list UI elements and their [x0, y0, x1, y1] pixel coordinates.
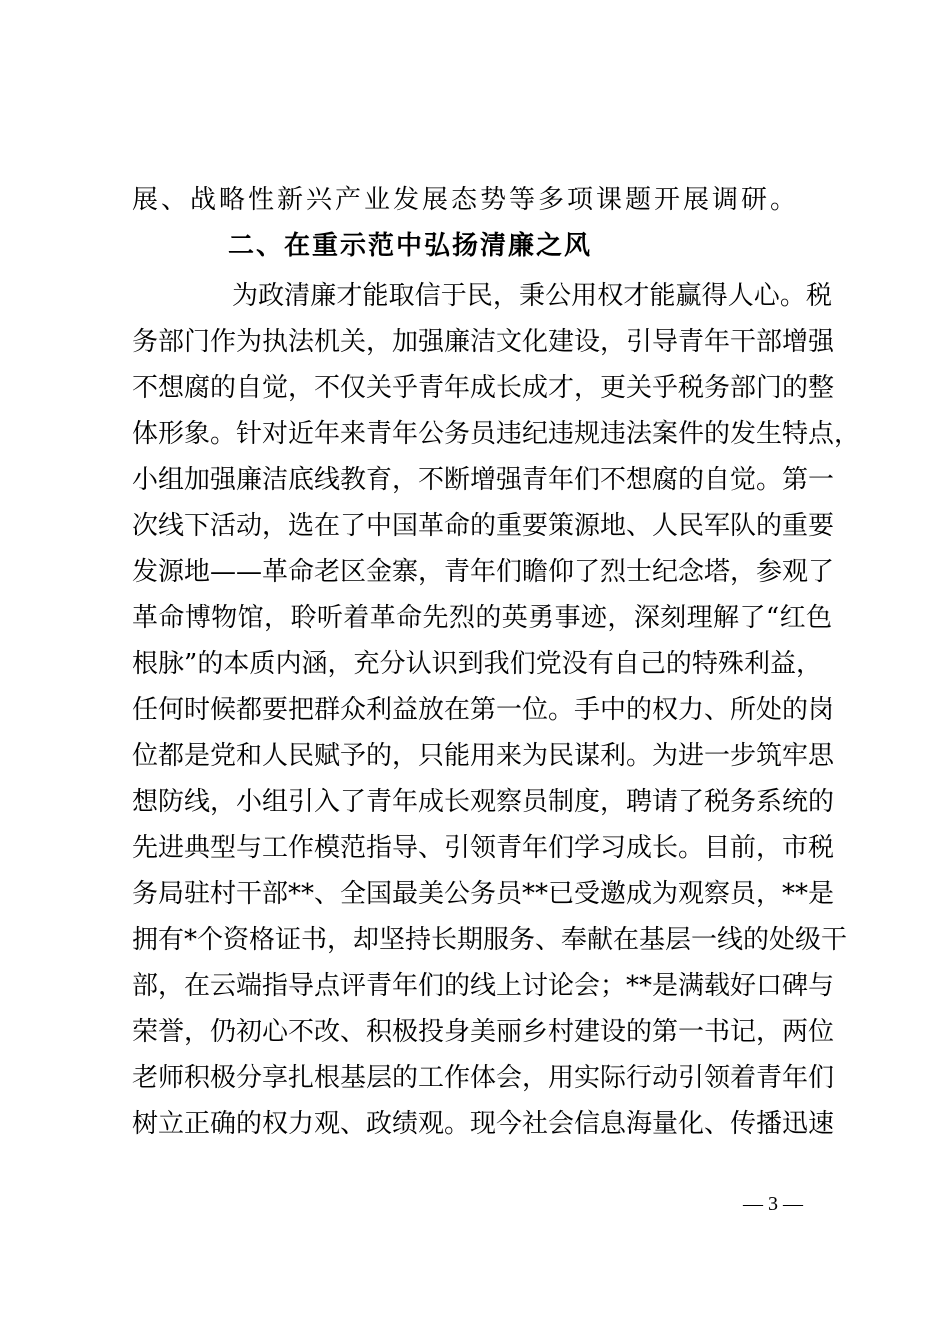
paragraph-line: 荣誉，仍初心不改、积极投身美丽乡村建设的第一书记，两位 — [132, 1017, 835, 1047]
paragraph-line: 任何时候都要把群众利益放在第一位。手中的权力、所处的岗 — [132, 695, 835, 725]
paragraph-line: 拥有*个资格证书，却坚持长期服务、奉献在基层一线的处级干 — [132, 925, 848, 955]
paragraph-line: 次线下活动，选在了中国革命的重要策源地、人民军队的重要 — [132, 511, 835, 541]
paragraph-line: 体形象。针对近年来青年公务员违纪违规违法案件的发生特点， — [132, 419, 861, 449]
paragraph-line: 小组加强廉洁底线教育，不断增强青年们不想腐的自觉。第一 — [132, 465, 835, 495]
paragraph-line: 为政清廉才能取信于民，秉公用权才能赢得人心。税 — [232, 281, 832, 311]
paragraph-line: 树立正确的权力观、政绩观。现今社会信息海量化、传播迅速 — [132, 1109, 835, 1139]
paragraph-line: 革命博物馆，聆听着革命先烈的英勇事迹，深刻理解了“红色 — [132, 603, 832, 633]
paragraph-line: 先进典型与工作模范指导、引领青年们学习成长。目前，市税 — [132, 833, 835, 863]
paragraph-line: 位都是党和人民赋予的，只能用来为民谋利。为进一步筑牢思 — [132, 741, 835, 771]
paragraph-line: 务部门作为执法机关，加强廉洁文化建设，引导青年干部增强 — [132, 327, 835, 357]
paragraph-line: 展、战略性新兴产业发展态势等多项课题开展调研。 — [132, 185, 800, 215]
paragraph-line: 发源地——革命老区金寨，青年们瞻仰了烈士纪念塔，参观了 — [132, 557, 835, 587]
paragraph-line: 想防线，小组引入了青年成长观察员制度，聘请了税务系统的 — [132, 787, 835, 817]
paragraph-line: 不想腐的自觉，不仅关乎青年成长成才，更关乎税务部门的整 — [132, 373, 835, 403]
paragraph-line: 务局驻村干部**、全国最美公务员**已受邀成为观察员，**是 — [132, 879, 835, 909]
page-number: — 3 — — [743, 1193, 803, 1215]
paragraph-line: 老师积极分享扎根基层的工作体会，用实际行动引领着青年们 — [132, 1063, 835, 1093]
paragraph-line: 根脉”的本质内涵，充分认识到我们党没有自己的特殊利益， — [132, 649, 822, 679]
paragraph-line: 部，在云端指导点评青年们的线上讨论会；**是满载好口碑与 — [132, 971, 835, 1001]
section-heading: 二、在重示范中弘扬清廉之风 — [228, 231, 593, 261]
